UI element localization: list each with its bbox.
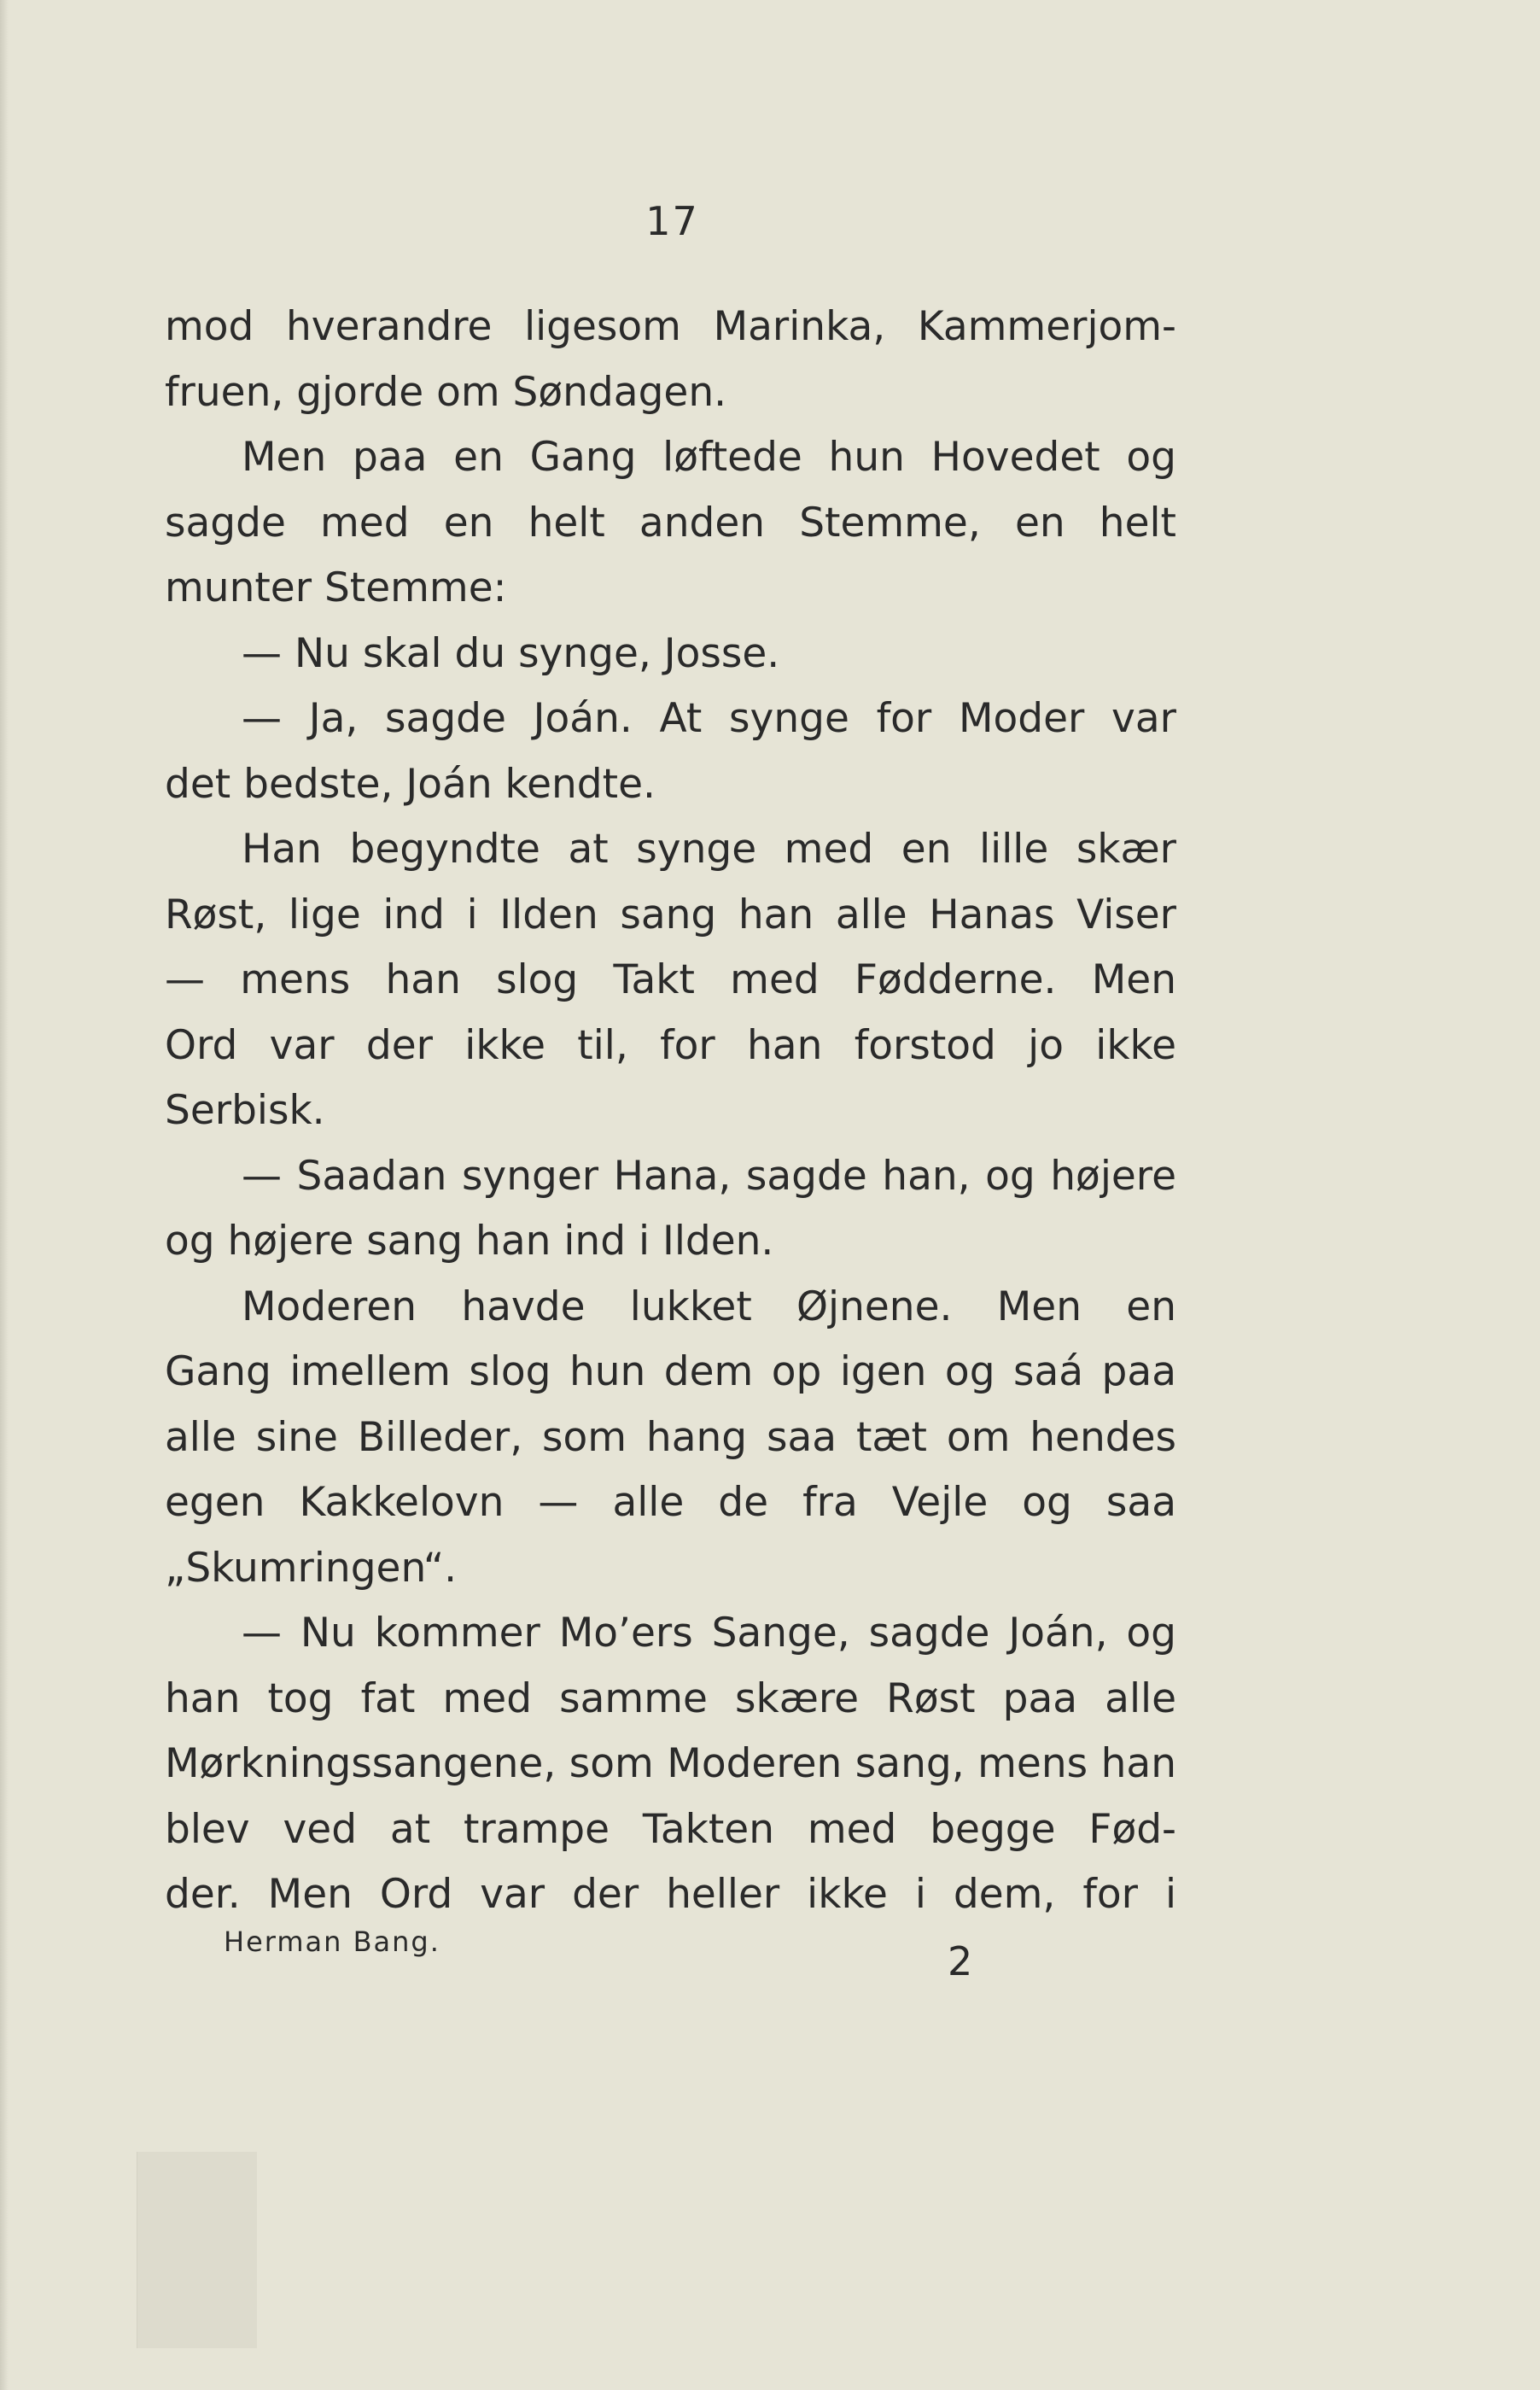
text-line: han tog fat med samme skære Røst paa alle bbox=[165, 1674, 1176, 1722]
text-line: egen Kakkelovn — alle de fra Vejle og saa bbox=[165, 1479, 1176, 1526]
text-line: Serbisk. bbox=[165, 1087, 325, 1134]
signature-mark: 2 bbox=[948, 1938, 973, 1984]
text-line: fruen, gjorde om Søndagen. bbox=[165, 368, 727, 416]
text-line: alle sine Billeder, som hang saa tæt om hendes bbox=[165, 1413, 1176, 1461]
text-line: — Saadan synger Hana, sagde han, og højere bbox=[242, 1152, 1176, 1200]
page-edge bbox=[0, 0, 9, 2390]
text-line: — mens han slog Takt med Fødderne. Men bbox=[165, 956, 1176, 1003]
text-line: blev ved at trampe Takten med begge Fød- bbox=[165, 1805, 1176, 1853]
text-line: Mørkningssangene, som Moderen sang, mens han bbox=[165, 1740, 1176, 1787]
text-line: munter Stemme: bbox=[165, 564, 507, 611]
text-line: — Ja, sagde Joán. At synge for Moder var bbox=[242, 695, 1176, 742]
text-line: sagde med en helt anden Stemme, en helt bbox=[165, 499, 1176, 546]
paper-fold-mark bbox=[137, 2152, 257, 2348]
text-line: „Skumringen“. bbox=[165, 1544, 458, 1592]
text-line: Han begyndte at synge med en lille skær bbox=[242, 826, 1176, 873]
text-line: — Nu kommer Mo’ers Sange, sagde Joán, og bbox=[242, 1610, 1176, 1657]
text-line: der. Men Ord var der heller ikke i dem, for i bbox=[165, 1871, 1176, 1918]
text-line: Ord var der ikke til, for han forstod jo ikke bbox=[165, 1021, 1176, 1069]
footer-author: Herman Bang. bbox=[224, 1925, 440, 1958]
text-line: mod hverandre ligesom Marinka, Kammerjom- bbox=[165, 303, 1176, 350]
page-number: 17 bbox=[645, 198, 699, 244]
text-line: Moderen havde lukket Øjnene. Men en bbox=[242, 1283, 1176, 1330]
text-line: Gang imellem slog hun dem op igen og saá paa bbox=[165, 1348, 1176, 1395]
body-text bbox=[165, 295, 1176, 1928]
text-line: — Nu skal du synge, Josse. bbox=[242, 629, 780, 677]
text-line: Røst, lige ind i Ilden sang han alle Hanas Viser bbox=[165, 891, 1176, 938]
text-line: det bedste, Joán kendte. bbox=[165, 760, 656, 808]
text-line: Men paa en Gang løftede hun Hovedet og bbox=[242, 434, 1176, 481]
text-line: og højere sang han ind i Ilden. bbox=[165, 1218, 774, 1265]
